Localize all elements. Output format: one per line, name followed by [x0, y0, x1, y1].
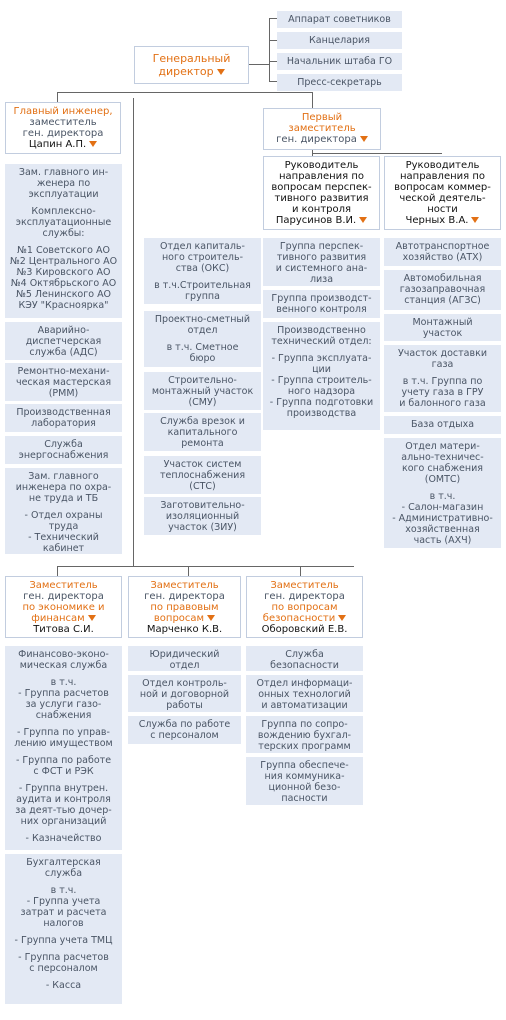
- unit-line: лиза: [309, 274, 334, 285]
- unit-line: Монтажный: [412, 317, 473, 328]
- unit-line: с персоналом: [150, 730, 219, 741]
- unit-box: [384, 270, 501, 310]
- unit-line: лаборатория: [31, 418, 96, 429]
- unit-line: №2 Центрального АО: [9, 256, 118, 267]
- unit-line: женера по: [36, 178, 91, 189]
- unit-line: не труда и ТБ: [28, 493, 99, 504]
- unit-line: - Салон-магазин: [401, 502, 484, 513]
- director-title-line: Руководитель: [284, 160, 359, 171]
- unit-line: Заготовительно-: [160, 500, 245, 511]
- unit-line: энергоснабжения: [18, 450, 109, 461]
- unit-line: №5 Ленинского АО: [15, 289, 112, 300]
- unit-line: ционной безо-: [268, 782, 341, 793]
- unit-line: - Группа учета ТМЦ: [14, 935, 113, 946]
- unit-line: и автоматизации: [261, 700, 348, 711]
- unit-line: мическая служба: [19, 660, 108, 671]
- unit-line: учету газа в ГРУ: [401, 387, 484, 398]
- deputy-title: Заместитель: [150, 580, 219, 591]
- deputy-security-box[interactable]: [246, 576, 363, 638]
- deputy-subtitle: ген. директора: [23, 591, 104, 602]
- unit-line: (РММ): [48, 388, 79, 399]
- chief-engineer-box[interactable]: [5, 102, 121, 154]
- deputy-person: Оборовский Е.В.: [261, 624, 348, 635]
- unit-line: в т.ч.: [50, 677, 77, 688]
- unit-line: в т.ч.: [429, 491, 456, 502]
- unit-line: Отдел матери-: [405, 441, 480, 452]
- general-director-title: Генеральный директор: [152, 52, 231, 78]
- unit-box: [5, 854, 122, 1004]
- unit-box: [128, 675, 241, 712]
- unit-line: бюро: [189, 353, 216, 364]
- unit-line: - Группа эксплуата-: [271, 353, 372, 364]
- unit-box: [5, 646, 122, 850]
- unit-line: Служба: [44, 439, 83, 450]
- unit-line: Служба: [285, 649, 324, 660]
- unit-line: с персоналом: [29, 963, 98, 974]
- deputy-subtitle: ген. директора: [264, 591, 345, 602]
- unit-line: База отдыха: [410, 419, 475, 430]
- advisor-box: [277, 11, 402, 28]
- chief-engineer-person: Цапин А.П.: [28, 139, 87, 150]
- unit-line: - Группа по управ-: [17, 727, 110, 738]
- unit-box: [144, 372, 261, 410]
- unit-line: Отдел контроль-: [142, 678, 227, 689]
- unit-line: с ФСТ и РЭК: [33, 766, 94, 777]
- connector-line: [269, 61, 277, 62]
- unit-box: [144, 456, 261, 494]
- connector-line: [57, 92, 312, 93]
- unit-line: Аварийно-: [37, 325, 90, 336]
- unit-line: инженера по охра-: [15, 482, 112, 493]
- deputy-title: вопросам: [153, 613, 205, 624]
- director-title-line: ческой деятель-: [399, 193, 486, 204]
- unit-line: участок: [422, 328, 463, 339]
- unit-line: ции: [312, 364, 331, 375]
- deputy-economics-box[interactable]: [5, 576, 122, 638]
- connector-line: [188, 566, 189, 576]
- unit-line: - Казначейство: [25, 833, 102, 844]
- unit-box: [246, 675, 363, 712]
- unit-line: - Группа по работе: [15, 755, 112, 766]
- unit-line: ния коммуникa-: [264, 771, 345, 782]
- unit-line: №4 Октябрьского АО: [10, 278, 117, 289]
- unit-line: пасности: [281, 793, 328, 804]
- director-title-line: вопросам перспек-: [271, 182, 372, 193]
- unit-line: в т.ч.Строительная: [154, 280, 251, 291]
- unit-line: за услуги газо-: [25, 699, 102, 710]
- unit-box: [5, 436, 122, 464]
- unit-box: [263, 290, 380, 318]
- director-title-line: ности: [427, 204, 458, 215]
- unit-line: кабинет: [42, 543, 85, 554]
- unit-line: (СМУ): [188, 397, 217, 408]
- unit-line: - Отдел охраны: [24, 510, 103, 521]
- dropdown-arrow-icon[interactable]: [89, 141, 97, 147]
- unit-line: и балонного газа: [399, 398, 486, 409]
- unit-line: Отдел капиталь-: [160, 241, 245, 252]
- unit-line: капитального: [167, 427, 238, 438]
- unit-line: в т.ч.: [50, 885, 77, 896]
- unit-line: службы:: [42, 228, 85, 239]
- unit-line: Группа по сопро-: [261, 719, 348, 730]
- unit-line: труда: [48, 521, 79, 532]
- unit-line: - Касса: [45, 980, 82, 991]
- unit-line: онных технологий: [258, 689, 351, 700]
- advisor-box: [277, 53, 402, 70]
- first-deputy-box[interactable]: [263, 108, 381, 150]
- unit-line: ческая мастерская: [15, 377, 112, 388]
- dropdown-arrow-icon[interactable]: [88, 615, 96, 621]
- unit-line: служба: [44, 868, 83, 879]
- chief-engineer-title: Главный инженер,: [13, 106, 113, 117]
- unit-line: газа: [431, 359, 454, 370]
- unit-line: лению имуществом: [14, 738, 113, 749]
- unit-box: [5, 322, 122, 360]
- unit-box: [144, 413, 261, 451]
- unit-line: затрат и расчета: [20, 907, 107, 918]
- unit-line: изоляционный: [165, 511, 240, 522]
- unit-line: в т.ч. Сметное: [166, 342, 239, 353]
- deputy-title: по правовым: [150, 602, 219, 613]
- unit-line: диспетчерская: [25, 336, 102, 347]
- unit-line: Ремонтно-механи-: [17, 366, 110, 377]
- unit-line: хозяйство (АТХ): [402, 252, 483, 263]
- unit-line: снабжения: [35, 710, 92, 721]
- unit-line: работы: [166, 700, 203, 711]
- unit-box: [384, 345, 501, 412]
- advisor-box: [277, 74, 402, 91]
- unit-line: - Административно-: [392, 513, 493, 524]
- unit-line: налогов: [43, 918, 84, 929]
- connector-line: [57, 92, 58, 102]
- unit-box: [246, 646, 363, 671]
- unit-line: ства (ОКС): [175, 263, 230, 274]
- general-director-box[interactable]: [134, 46, 249, 84]
- unit-line: - Технический: [28, 532, 99, 543]
- director-title-line: направления по: [278, 171, 364, 182]
- connector-line: [133, 98, 134, 566]
- unit-box: [246, 757, 363, 805]
- deputy-legal-box[interactable]: [128, 576, 241, 638]
- dropdown-arrow-icon[interactable]: [359, 217, 367, 223]
- unit-line: Финансово-эконо-: [18, 649, 109, 660]
- unit-line: Комплексно-: [31, 206, 96, 217]
- chief-engineer-subtitle: ген. директора: [22, 128, 104, 139]
- deputy-title: Заместитель: [270, 580, 339, 591]
- unit-line: Группа производст-: [271, 293, 372, 304]
- unit-line: (ОМТС): [424, 474, 461, 485]
- unit-line: КЭУ "Красноярка": [18, 300, 109, 311]
- unit-line: - Группа расчетов: [18, 952, 109, 963]
- unit-line: участок (ЗИУ): [168, 522, 237, 533]
- unit-line: венного контроля: [276, 304, 367, 315]
- connector-line: [300, 566, 301, 576]
- unit-line: ремонта: [181, 438, 224, 449]
- unit-line: Служба врезок и: [160, 416, 245, 427]
- unit-box: [384, 314, 501, 341]
- advisor-label: Начальник штаба ГО: [286, 56, 393, 67]
- unit-box: [128, 646, 241, 671]
- unit-box: [144, 497, 261, 535]
- director-person: Парусинов В.И.: [275, 215, 357, 226]
- unit-line: отдел: [187, 325, 218, 336]
- advisor-label: Пресс-секретарь: [297, 77, 382, 88]
- advisor-label: Аппарат советников: [288, 14, 391, 25]
- unit-box: [5, 363, 122, 401]
- unit-line: теплоснабжения: [159, 470, 246, 481]
- unit-line: эксплуатационные: [15, 217, 112, 228]
- first-deputy-title: заместитель: [288, 123, 356, 134]
- unit-line: Группа перспек-: [279, 241, 364, 252]
- advisor-box: [277, 32, 402, 49]
- unit-line: в т.ч. Группа по: [402, 376, 483, 387]
- director-title-line: тивного развития: [274, 193, 369, 204]
- connector-line: [269, 18, 270, 81]
- unit-line: - Группа расчетов: [18, 688, 109, 699]
- unit-box: [384, 438, 501, 548]
- unit-line: отдел: [169, 660, 200, 671]
- unit-line: Производственно: [277, 325, 366, 336]
- unit-box: [144, 311, 261, 367]
- director-cherny-box[interactable]: [384, 156, 501, 230]
- director-title-line: Руководитель: [405, 160, 480, 171]
- dropdown-arrow-icon[interactable]: [217, 69, 225, 75]
- unit-line: Бухгалтерская: [26, 857, 101, 868]
- connector-line: [269, 18, 277, 19]
- unit-line: Проектно-сметный: [154, 314, 251, 325]
- director-title-line: вопросам коммер-: [394, 182, 491, 193]
- unit-line: Отдел информаци-: [256, 678, 353, 689]
- deputy-person: Марченко К.В.: [146, 624, 223, 635]
- unit-box: [384, 238, 501, 266]
- unit-line: за деят-тью дочер-: [15, 805, 112, 816]
- deputy-title: по вопросам: [271, 602, 338, 613]
- unit-line: №3 Кировского АО: [16, 267, 111, 278]
- unit-line: ально-техничес-: [401, 452, 484, 463]
- unit-line: Служба по работе: [138, 719, 231, 730]
- unit-line: - Группа учета: [26, 896, 101, 907]
- unit-line: - Группа строитель-: [271, 375, 372, 386]
- unit-line: Юридический: [149, 649, 220, 660]
- unit-box: [5, 468, 122, 554]
- unit-line: газозаправочная: [399, 284, 486, 295]
- unit-line: Группа обеспече-: [260, 760, 349, 771]
- connector-line: [312, 92, 313, 108]
- connector-line: [312, 153, 442, 154]
- unit-line: кого снабжения: [402, 463, 483, 474]
- unit-line: Участок доставки: [397, 348, 488, 359]
- unit-line: безопасности: [270, 660, 339, 671]
- unit-line: (СТС): [189, 481, 216, 492]
- unit-line: аудита и контроля: [16, 794, 111, 805]
- dropdown-arrow-icon[interactable]: [207, 615, 215, 621]
- unit-line: служба (АДС): [29, 347, 98, 358]
- unit-box: [5, 404, 122, 432]
- unit-line: технический отдел:: [271, 336, 372, 347]
- unit-line: Участок систем: [163, 459, 242, 470]
- unit-line: Производственная: [16, 407, 111, 418]
- unit-line: - Группа внутрен.: [18, 783, 109, 794]
- unit-line: и системного ана-: [275, 263, 368, 274]
- advisor-label: Канцелария: [309, 35, 370, 46]
- unit-line: №1 Советского АО: [17, 245, 110, 256]
- unit-line: часть (АХЧ): [413, 535, 472, 546]
- unit-line: ного надзора: [287, 386, 356, 397]
- deputy-title: по экономике и: [22, 602, 105, 613]
- connector-line: [249, 64, 269, 65]
- dropdown-arrow-icon[interactable]: [360, 136, 368, 142]
- unit-box: [246, 716, 363, 753]
- unit-box: [128, 716, 241, 744]
- unit-line: Зам. главного ин-: [18, 167, 109, 178]
- director-title-line: и контроля: [291, 204, 352, 215]
- connector-line: [57, 566, 58, 576]
- unit-line: группа: [185, 291, 220, 302]
- unit-line: монтажный участок: [151, 386, 254, 397]
- unit-box: [263, 238, 380, 286]
- unit-box: [5, 164, 122, 318]
- chief-engineer-subtitle: заместитель: [29, 117, 97, 128]
- dropdown-arrow-icon[interactable]: [471, 217, 479, 223]
- unit-line: Автомобильная: [403, 273, 482, 284]
- unit-line: них организаций: [20, 816, 107, 827]
- unit-line: тивного развития: [276, 252, 367, 263]
- deputy-title: безопасности: [262, 613, 336, 624]
- unit-box: [263, 322, 380, 430]
- deputy-title: Заместитель: [29, 580, 98, 591]
- director-title-line: направления по: [399, 171, 485, 182]
- unit-line: - Группа подготовки: [269, 397, 374, 408]
- deputy-subtitle: ген. директора: [144, 591, 225, 602]
- unit-line: ного строитель-: [161, 252, 244, 263]
- director-parusinov-box[interactable]: [263, 156, 380, 230]
- first-deputy-title: Первый: [301, 112, 343, 123]
- unit-line: эксплуатации: [28, 189, 99, 200]
- unit-box: [384, 416, 501, 434]
- director-person: Черных В.А.: [405, 215, 469, 226]
- first-deputy-subtitle: ген. директора: [276, 134, 357, 145]
- unit-line: Зам. главного: [28, 471, 99, 482]
- unit-line: хозяйственная: [405, 524, 480, 535]
- connector-line: [57, 566, 354, 567]
- unit-line: станция (АГЗС): [404, 295, 481, 306]
- unit-line: Строительно-: [168, 375, 237, 386]
- unit-line: ной и договорной: [139, 689, 230, 700]
- unit-box: [144, 238, 261, 304]
- unit-line: Автотранспортное: [395, 241, 490, 252]
- unit-line: терских программ: [258, 741, 351, 752]
- unit-line: производства: [286, 408, 357, 419]
- connector-line: [269, 40, 277, 41]
- connector-line: [269, 81, 277, 82]
- deputy-person: Титова С.И.: [33, 624, 94, 635]
- dropdown-arrow-icon[interactable]: [338, 615, 346, 621]
- unit-line: вождению бухгал-: [257, 730, 352, 741]
- deputy-title: финансам: [31, 613, 85, 624]
